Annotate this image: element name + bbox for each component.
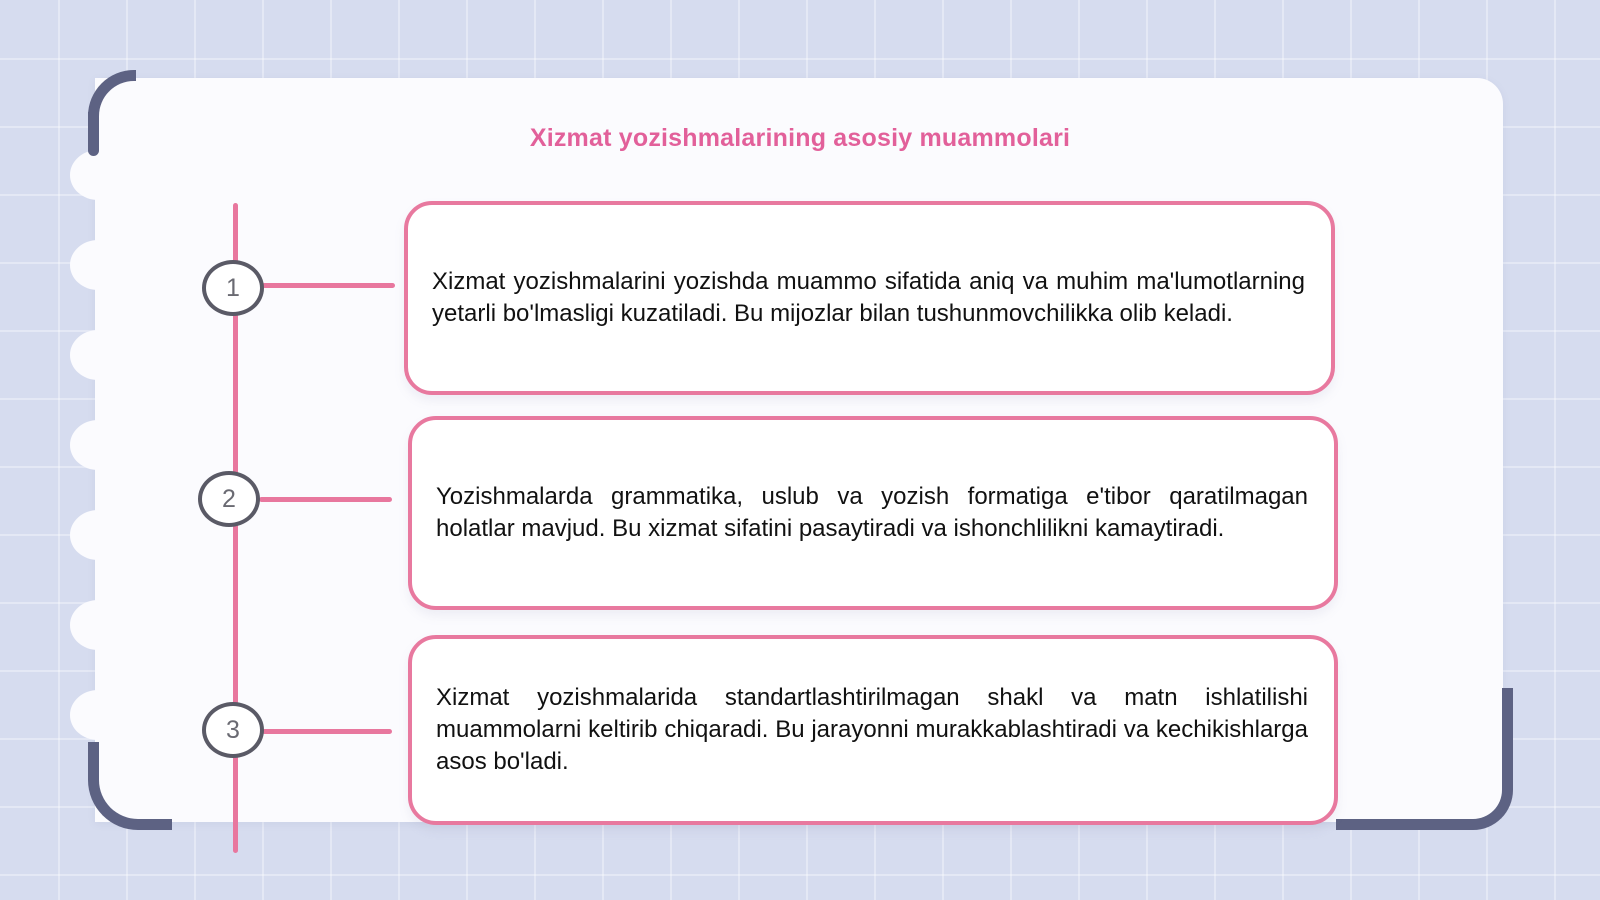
step-card xyxy=(408,416,1338,610)
step-card-text: Xizmat yozishmalarida standartlashtirilmagan shakl va matn ishlatilishi muammolarni keltirib chiqaradi. Bu jarayonni murakkablashtiradi va kechikishlarga asos bo'ladi. xyxy=(436,684,1308,775)
step-card xyxy=(404,201,1335,395)
timeline-connector xyxy=(262,729,392,734)
paper-scallop xyxy=(70,420,126,470)
step-card-text: Yozishmalarda grammatika, uslub va yozish formatiga e'tibor qaratilmagan holatlar mavjud. Bu xizmat sifatini pasaytiradi va ishonchlilikni kamaytiradi. xyxy=(436,483,1308,542)
corner-bracket-bottom-right xyxy=(1336,688,1513,830)
paper-scallop xyxy=(70,240,126,290)
paper-scallop xyxy=(70,330,126,380)
step-number-badge: 1 xyxy=(202,260,264,316)
step-card-text: Xizmat yozishmalarini yozishda muammo sifatida aniq va muhim ma'lumotlarning yetarli bo'lmasligi kuzatiladi. Bu mijozlar bilan tushunmovchilikka olib keladi. xyxy=(432,268,1305,327)
slide-title: Xizmat yozishmalarining asosiy muammolari xyxy=(529,124,1071,152)
paper-scallop xyxy=(70,600,126,650)
step-card xyxy=(408,635,1338,825)
paper-scallop xyxy=(70,510,126,560)
step-number-badge: 2 xyxy=(198,471,260,527)
step-number-badge: 3 xyxy=(202,702,264,758)
paper-scallop xyxy=(70,150,126,200)
paper-scallop xyxy=(70,690,126,740)
timeline-connector xyxy=(259,497,392,502)
timeline-connector xyxy=(262,283,395,288)
